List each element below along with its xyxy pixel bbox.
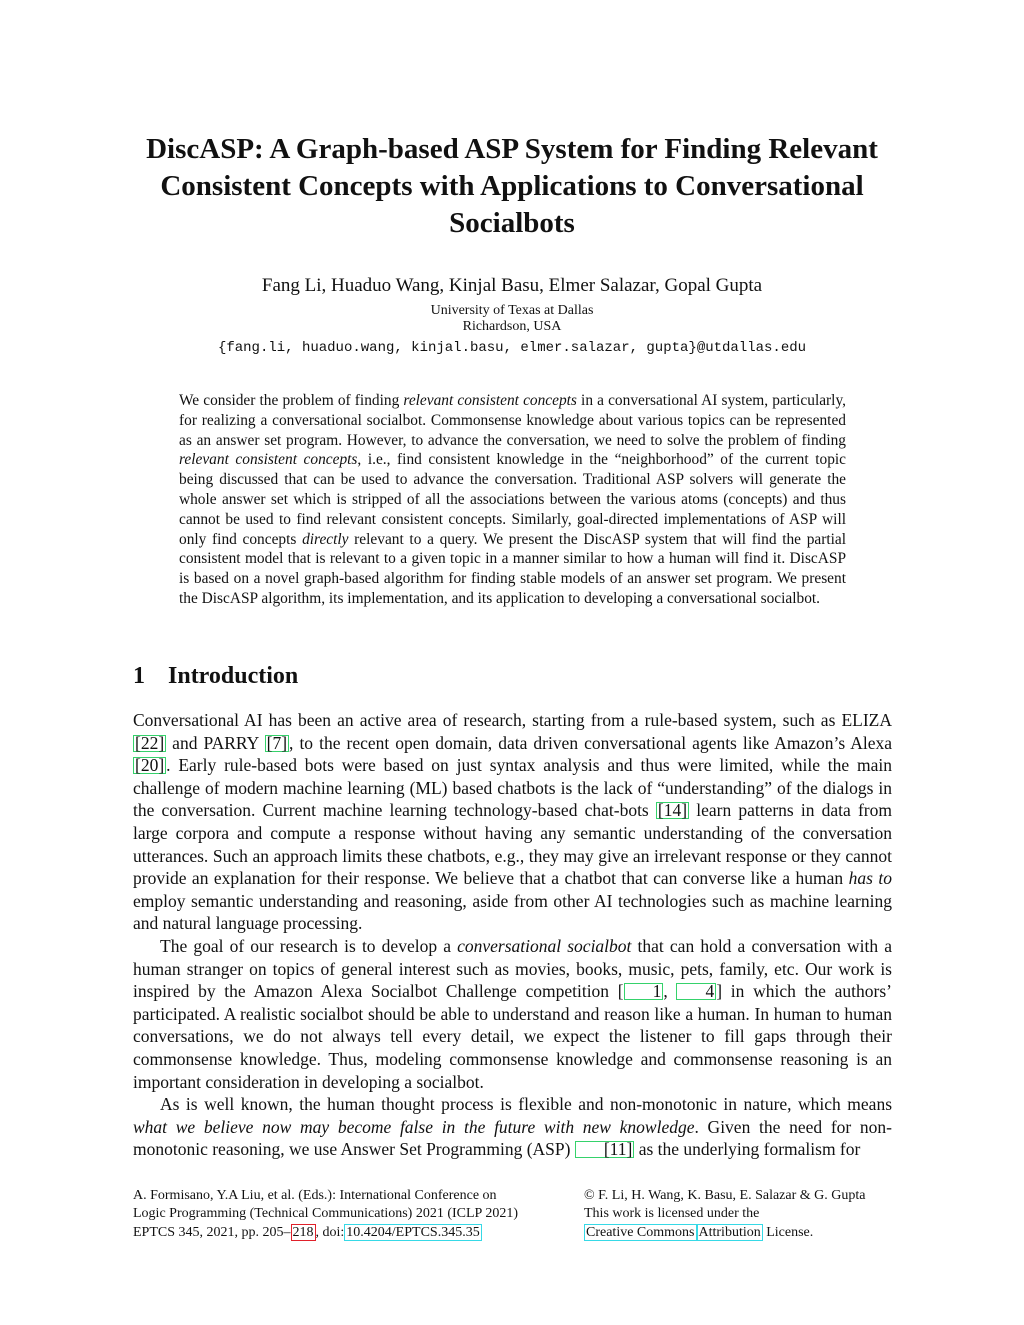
title-line: Socialbots xyxy=(449,207,575,239)
creative-commons-link[interactable]: Creative Commons xyxy=(586,1224,695,1240)
last-page-link[interactable]: 218 xyxy=(292,1224,314,1240)
affiliation-location: Richardson, USA xyxy=(462,319,562,334)
citation-link[interactable]: [20] xyxy=(135,755,165,776)
section-number: 1 xyxy=(133,663,145,689)
paper-title xyxy=(100,131,924,242)
citation-link[interactable]: [7] xyxy=(266,732,288,753)
author-emails: {fang.li, huaduo.wang, kinjal.basu, elmer.salazar, gupta}@utdallas.edu xyxy=(217,340,807,356)
citation-link[interactable]: 1 xyxy=(624,983,664,1000)
author-list: Fang Li, Huaduo Wang, Kinjal Basu, Elmer Salazar, Gopal Gupta xyxy=(261,275,763,296)
section-title: Introduction xyxy=(168,663,299,689)
affiliation-university: University of Texas at Dallas xyxy=(430,303,594,318)
abstract xyxy=(179,391,846,609)
attribution-link[interactable]: Attribution xyxy=(698,1224,761,1240)
intro-paragraph-1: Conversational AI has been an active area of research, starting from a rule-based system, such as ELIZA [22] and PARRY [7] , to the recent open domain, data driven conversational agents like Amazon’s Alexa [20] . Early rule-based bots were based on just syntax analysis and thus were limited, while the main challenge of modern machine learning (ML) based chatbots is the lack of “understanding” of the dialogs in the conversation. Current machine learning technology-based chat-bots [14] learn patterns in data from large corpora and compute a response without having any semantic understanding of the conversation utterances. Such an approach limits these chatbots, e.g., they may give an irrelevant response or they cannot provide an explanation for their response. We believe that a chatbot that can converse like a human has to employ semantic understanding and reasoning, aside from other AI technologies such as machine learning and natural language processing. xyxy=(133,710,892,934)
citation-link[interactable]: [22] xyxy=(135,732,165,753)
intro-paragraph-2: The goal of our research is to develop a conversational socialbot that can hold a conversation with a human stranger on topics of general interest such as movies, books, music, pets, family, etc. Our work is inspired by the Amazon Alexa Socialbot Challenge competition [ 1 , 4 ] in which the authors’ participated. A realistic socialbot should be able to understand and reason like a human. In human to human conversations, we do not always tell every detail, we expect the listener to fill gaps through their commonsense knowledge. Thus, modeling commonsense knowledge and commonsense reasoning is an important consideration in developing a socialbot. xyxy=(133,935,893,1092)
citation-link[interactable]: 4 xyxy=(676,983,716,1000)
citation-link[interactable]: [11] xyxy=(575,1141,635,1158)
intro-paragraph-3: As is well known, the human thought process is flexible and non-monotonic in nature, which means what we believe now may become false in the future with new knowledge. Given the need for non-monotonic reasoning, we use Answer Set Programming (ASP) [11] as the underlying formalism for xyxy=(133,1094,892,1160)
doi-link[interactable]: 10.4204/EPTCS.345.35 xyxy=(346,1224,480,1240)
publication-info: A. Formisano, Y.A Liu, et al. (Eds.): International Conference on Logic Programming (Technical Communications) 2021 (ICLP 2021) EPTCS 345, 2021, pp. 205– 218 , doi: 10.4204/EPTCS.345.35 xyxy=(133,1188,518,1240)
title-line: Consistent Concepts with Applications to Conversational xyxy=(160,170,864,202)
license-info: © F. Li, H. Wang, K. Basu, E. Salazar & G. Gupta This work is licensed under the Creative Commons Attribution License. xyxy=(584,1188,866,1240)
section-heading xyxy=(133,661,298,691)
abstract-paragraph: We consider the problem of finding relevant consistent concepts in a conversational AI system, particularly, for realizing a conversational socialbot. Commonsense knowledge about various topics can be represented as an answer set program. However, to advance the conversation, we need to solve the problem of finding relevant consistent concepts, i.e., find consistent knowledge in the “neighborhood” of the current topic being discussed that can be used to advance the conversation. Traditional ASP solvers will generate the whole answer set which is stripped of all the associations between the various atoms (concepts) and thus cannot be used to find relevant consistent concepts. Similarly, goal-directed implementations of ASP will only find concepts directly relevant to a query. We present the DiscASP system that will find the partial consistent model that is relevant to a given topic in a manner similar to how a human will find it. DiscASP is based on a novel graph-based algorithm for finding stable models of an answer set program. We present the DiscASP algorithm, its implementation, and its application to developing a conversational socialbot. xyxy=(179,392,846,607)
title-line: DiscASP: A Graph-based ASP System for Finding Relevant xyxy=(146,133,878,165)
introduction-body xyxy=(133,709,892,1161)
citation-link[interactable]: [14] xyxy=(657,800,688,821)
